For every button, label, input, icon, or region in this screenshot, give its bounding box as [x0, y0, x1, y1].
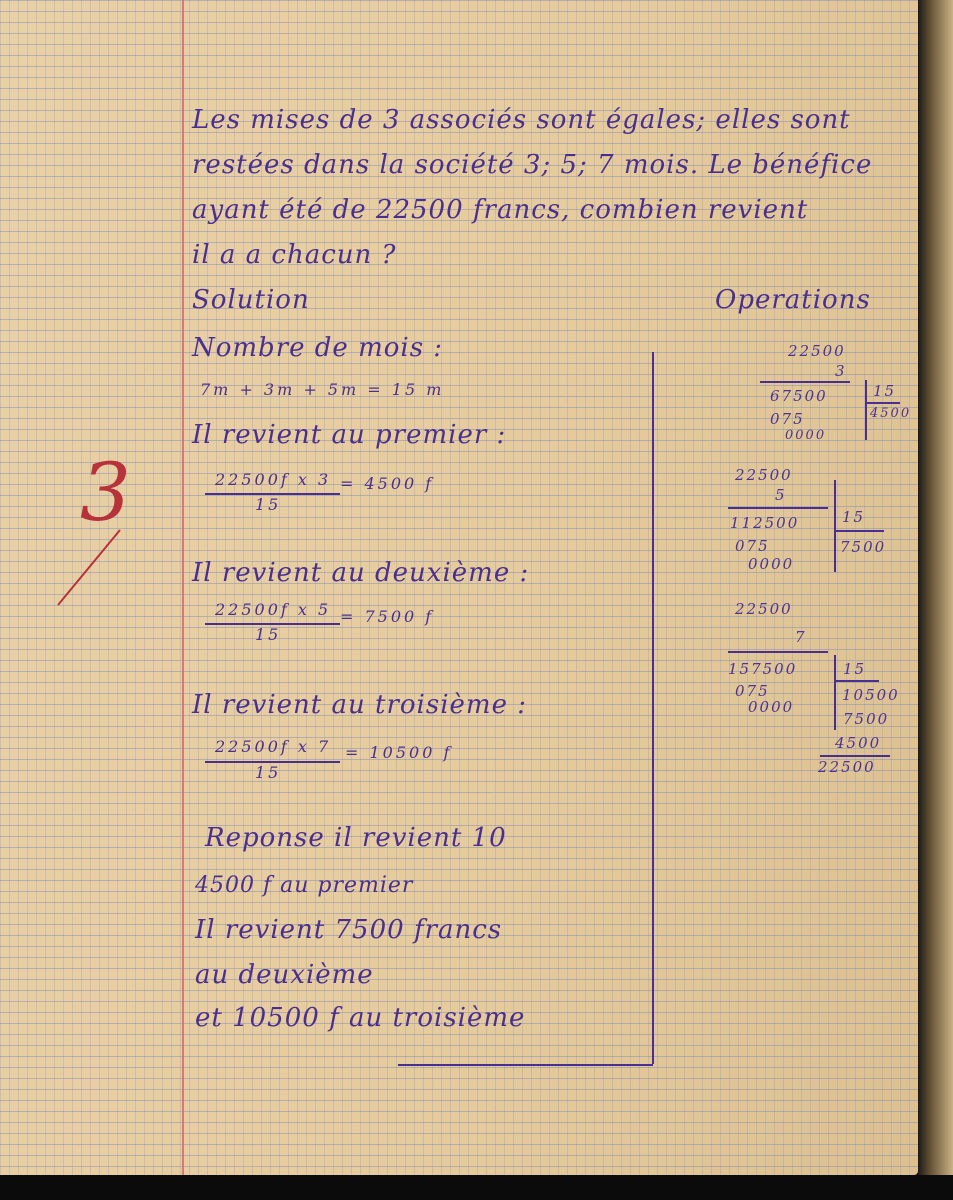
operations-heading: Operations — [715, 285, 871, 315]
answer-line-4: au deuxième — [195, 960, 374, 990]
op1-d: 075 — [770, 410, 805, 428]
answer-line-1: Reponse il revient 10 — [205, 823, 507, 853]
op3-b: 7 — [795, 628, 807, 646]
op3-d: 075 — [735, 682, 770, 700]
third-denominator: 15 — [255, 763, 282, 782]
first-numerator: 22500f x 3 — [215, 470, 332, 489]
second-result: = 7500 f — [340, 607, 435, 626]
op2-div-bar — [834, 480, 836, 572]
second-share-title: Il revient au deuxième : — [192, 558, 530, 588]
third-share-title: Il revient au troisième : — [192, 690, 527, 720]
op3-sum: 22500 — [818, 758, 876, 776]
op3-q3: 4500 — [835, 734, 882, 752]
op2-divisor-bar — [834, 530, 884, 532]
solution-heading: Solution — [192, 285, 310, 315]
op2-quotient: 7500 — [840, 538, 887, 556]
op2-b: 5 — [775, 486, 787, 504]
op3-q1: 10500 — [842, 686, 900, 704]
op1-e: 0000 — [785, 428, 827, 443]
solution-frame-bottom — [398, 1064, 653, 1066]
grade-value: 3 — [80, 446, 130, 539]
op2-a: 22500 — [735, 466, 793, 484]
op1-b: 3 — [835, 362, 847, 380]
op1-c: 67500 — [770, 387, 828, 405]
first-share-title: Il revient au premier : — [192, 420, 507, 450]
op3-q2: 7500 — [843, 710, 890, 728]
op3-c: 157500 — [728, 660, 798, 678]
first-denominator: 15 — [255, 495, 282, 514]
op1-div-bar — [865, 380, 867, 440]
op3-sum-bar — [820, 755, 890, 757]
op3-mult-bar — [728, 651, 828, 653]
op2-mult-bar — [728, 507, 828, 509]
op2-c: 112500 — [730, 514, 800, 532]
problem-line-2: restées dans la société 3; 5; 7 mois. Le bénéfice — [192, 150, 873, 180]
op3-divisor: 15 — [843, 660, 867, 678]
problem-line-4: il a a chacun ? — [192, 240, 397, 270]
answer-line-5: et 10500 f au troisième — [195, 1003, 526, 1033]
third-result: = 10500 f — [345, 743, 453, 762]
grade-mark — [50, 400, 130, 614]
second-numerator: 22500f x 5 — [215, 600, 332, 619]
op1-divisor: 15 — [873, 382, 897, 400]
op1-mult-bar — [760, 381, 850, 383]
problem-line-1: Les mises de 3 associés sont égales; elles sont — [192, 105, 851, 135]
op3-e: 0000 — [748, 698, 795, 716]
first-result: = 4500 f — [340, 474, 435, 493]
op3-divisor-bar — [834, 680, 879, 682]
answer-line-2: 4500 f au premier — [195, 873, 414, 898]
op3-div-bar — [834, 655, 836, 730]
grade-mark-drawing — [50, 400, 130, 610]
op3-a: 22500 — [735, 600, 793, 618]
solution-frame-right — [652, 352, 654, 1064]
op1-a: 22500 — [788, 342, 846, 360]
page-edge — [918, 0, 953, 1175]
answer-line-3: Il revient 7500 francs — [195, 915, 503, 945]
grade-slash — [58, 530, 120, 605]
second-denominator: 15 — [255, 625, 282, 644]
months-calc: 7m + 3m + 5m = 15 m — [200, 380, 445, 399]
op2-e: 0000 — [748, 555, 795, 573]
op2-divisor: 15 — [842, 508, 866, 526]
margin-line — [182, 0, 184, 1175]
op2-d: 075 — [735, 537, 770, 555]
third-numerator: 22500f x 7 — [215, 737, 332, 756]
op1-divisor-bar — [865, 402, 900, 404]
months-title: Nombre de mois : — [192, 333, 444, 363]
problem-line-3: ayant été de 22500 francs, combien revient — [192, 195, 809, 225]
op1-quotient: 4500 — [870, 406, 912, 421]
